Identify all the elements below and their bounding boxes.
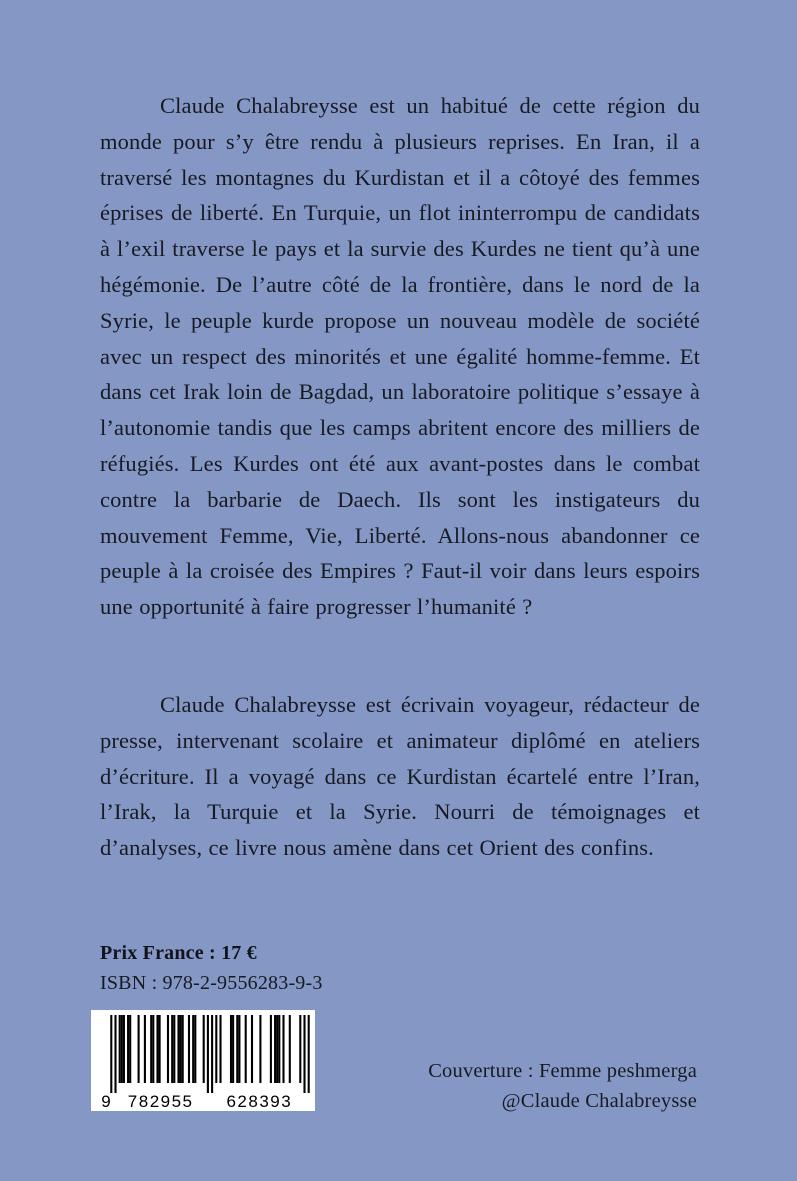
isbn-label: ISBN : 978-2-9556283-9-3 [100,972,323,994]
blurb-section [100,88,700,866]
svg-text:628393: 628393 [226,1092,293,1111]
svg-text:782955: 782955 [127,1092,194,1111]
cover-credit-block [277,1056,697,1116]
cover-credit-author: @Claude Chalabreysse [501,1090,697,1112]
cover-credit-title: Couverture : Femme peshmerga [428,1060,697,1082]
blurb-paragraph-author-biography: Claude Chalabreysse est écrivain voyageur, rédacteur de presse, intervenant scolaire et animateur diplômé en ateliers d’écriture. Il a voyagé dans ce Kurdistan écartelé entre l’Iran, l’Irak, la Turquie et la Syrie. Nourri de témoignages et d’analyses, ce livre nous amène dans cet Orient des confins. [100,691,700,861]
imprint-block [100,938,440,998]
blurb-paragraph-book-description: Claude Chalabreysse est un habitué de cette région du monde pour s’y être rendu à plusieurs reprises. En Iran, il a traversé les montagnes du Kurdistan et il a côtoyé des femmes éprises de liberté. En Turquie, un flot ininterrompu de candidats à l’exil traverse le pays et la survie des Kurdes ne tient qu’à une hégémonie. De l’autre côté de la frontière, dans le nord de la Syrie, le peuple kurde propose un nouveau modèle de société avec un respect des minorités et une égalité homme-femme. Et dans cet Irak loin de Bagdad, un laboratoire politique s’essaye à l’autonomie tandis que les camps abritent encore des milliers de réfugiés. Les Kurdes ont été aux avant-postes dans le combat contre la barbarie de Daech. Ils sont les instigateurs du mouvement Femme, Vie, Liberté. Allons-nous abandonner ce peuple à la croisée des Empires ? Faut-il voir dans leurs espoirs une opportunité à faire progresser l’humanité ? [100,93,700,620]
svg-text:9: 9 [101,1092,111,1111]
price-label: Prix France : 17 € [100,942,257,964]
paragraph-spacer [100,625,700,687]
